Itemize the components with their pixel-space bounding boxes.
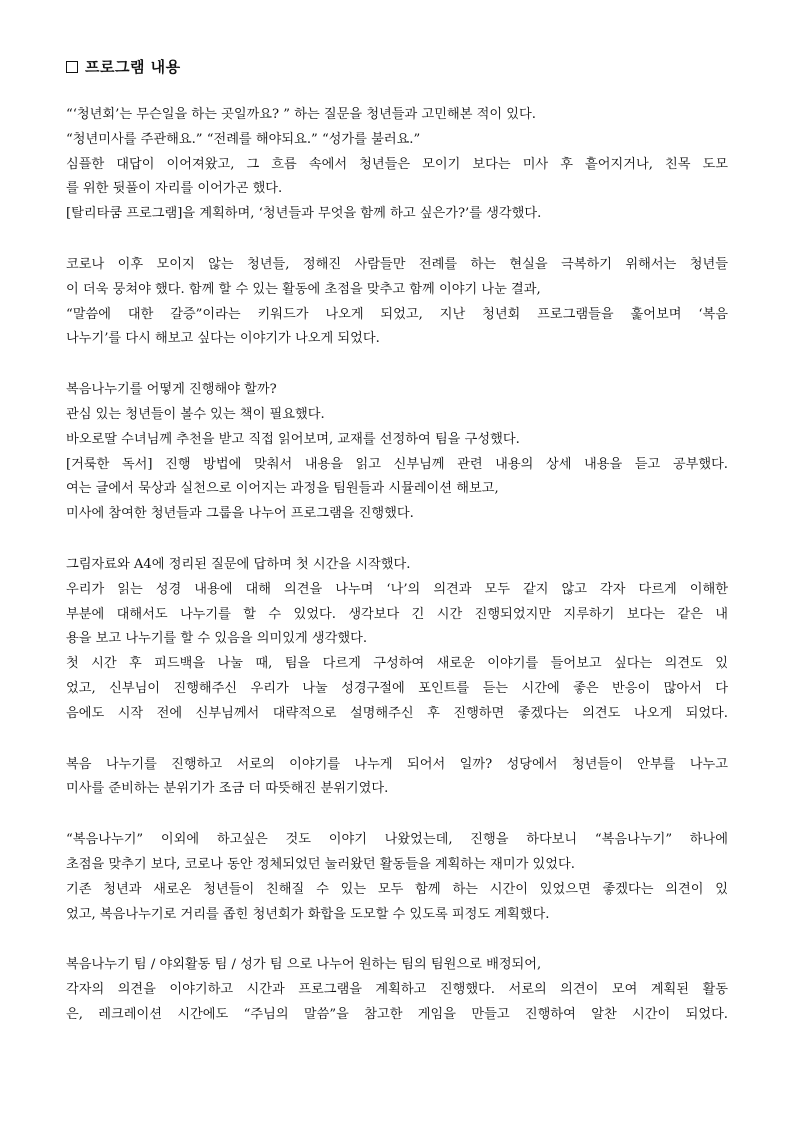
paragraph-other-activities [66,828,728,927]
text-line: “복음나누기” 이외에 하고싶은 것도 이야기 나왔었는데, 진행을 하다보니 “복음나누기” 하나에 [66,832,728,848]
text-line: 부분에 대해서도 나누기를 할 수 있었다. 생각보다 긴 시간 진행되었지만 지루하기 보다는 같은 내 [66,606,728,622]
text-line: 용을 보고 나누기를 할 수 있음을 의미있게 생각했다. [66,631,368,647]
text-line: 우리가 읽는 성경 내용에 대해 의견을 나누며 ‘나’의 의견과 모두 같지 않고 각자 다르게 이해한 [66,581,728,597]
text-line: 미사를 준비하는 분위기가 조금 더 따뜻해진 분위기였다. [66,781,389,797]
text-line: [탈리타쿰 프로그램]을 계획하며, ‘청년들과 무엇을 함께 하고 싶은가?’를 생각했다. [66,206,542,222]
paragraph-first-session [66,553,728,727]
text-line: 바오로딸 수녀님께 추천을 받고 직접 읽어보며, 교재를 선정하여 팀을 구성했다. [66,431,520,447]
paragraph-youth-group-question [66,103,728,227]
text-line: 관심 있는 청년들이 볼수 있는 책이 필요했다. [66,406,325,422]
text-line: 복음나누기를 어떻게 진행해야 할까? [66,382,277,398]
text-line: [거룩한 독서] 진행 방법에 맞춰서 내용을 읽고 신부님께 관련 내용의 상세 내용을 듣고 공부했다. [66,456,728,472]
document-body [66,103,728,1054]
text-line: 심플한 대답이 이어져왔고, 그 흐름 속에서 청년들은 모이기 보다는 미사 후 흩어지거나, 친목 도모 [66,156,728,172]
text-line: 복음 나누기를 진행하고 서로의 이야기를 나누게 되어서 일까? 성당에서 청년들이 안부를 나누고 [66,756,728,772]
paragraph-atmosphere [66,753,728,803]
section-title: 프로그램 내용 [85,58,181,76]
text-line: “청년미사를 주관해요.” “전례를 해야되요.” “성가를 불러요.” [66,131,421,147]
text-line: 었고, 복음나누기로 거리를 좁힌 청년회가 화합을 도모할 수 있도록 피정도 계획했다. [66,906,550,922]
empty-checkbox-icon [66,61,78,73]
text-line: 음에도 시작 전에 신부님께서 대략적으로 설명해주신 후 진행하면 좋겠다는 의견도 나오게 되었다. [66,705,728,721]
section-heading [66,56,181,77]
paragraph-gospel-sharing-plan [66,378,728,527]
text-line: 은, 레크레이션 시간에도 “주님의 말씀”을 참고한 게임을 만들고 진행하여 알찬 시간이 되었다. [66,1006,728,1022]
text-line: “‘청년회’는 무슨일을 하는 곳일까요? ” 하는 질문을 청년들과 고민해본 적이 있다. [66,107,536,122]
text-line: 나누기’를 다시 해보고 싶다는 이야기가 나오게 되었다. [66,331,380,347]
text-line: 초점을 맞추기 보다, 코로나 동안 정체되었던 눌러왔던 활동들을 계획하는 재미가 있었다. [66,856,575,872]
text-line: 기존 청년과 새로온 청년들이 친해질 수 있는 모두 함께 하는 시간이 있었으면 좋겠다는 의견이 있 [66,881,728,897]
text-line: 미사에 참여한 청년들과 그룹을 나누어 프로그램을 진행했다. [66,506,414,522]
paragraph-teams [66,953,728,1027]
paragraph-after-corona [66,253,728,352]
text-line: 각자의 의견을 이야기하고 시간과 프로그램을 계획하고 진행했다. 서로의 의견이 모여 계획된 활동 [66,982,728,998]
text-line: 첫 시간 후 피드백을 나눌 때, 팀을 다르게 구성하여 새로운 이야기를 들어보고 싶다는 의견도 있 [66,656,728,672]
text-line: “말씀에 대한 갈증”이라는 키워드가 나오게 되었고, 지난 청년회 프로그램들을 훑어보며 ‘복음 [66,306,728,322]
text-line: 여는 글에서 묵상과 실천으로 이어지는 과정을 팀원들과 시뮬레이션 해보고, [66,481,499,497]
text-line: 를 위한 뒷풀이 자리를 이어가곤 했다. [66,181,283,197]
text-line: 이 더욱 뭉쳐야 했다. 함께 할 수 있는 활동에 초점을 맞추고 함께 이야기 나눈 결과, [66,281,541,297]
text-line: 코로나 이후 모이지 않는 청년들, 정해진 사람들만 전례를 하는 현실을 극복하기 위해서는 청년들 [66,256,728,272]
text-line: 복음나누기 팀 / 야외활동 팀 / 성가 팀 으로 나누어 원하는 팀의 팀원으로 배정되어, [66,957,542,973]
text-line: 었고, 신부님이 진행해주신 우리가 나눌 성경구절에 포인트를 듣는 시간에 좋은 반응이 많아서 다 [66,680,728,696]
text-line: 그림자료와 A4에 정리된 질문에 답하며 첫 시간을 시작했다. [66,556,411,572]
